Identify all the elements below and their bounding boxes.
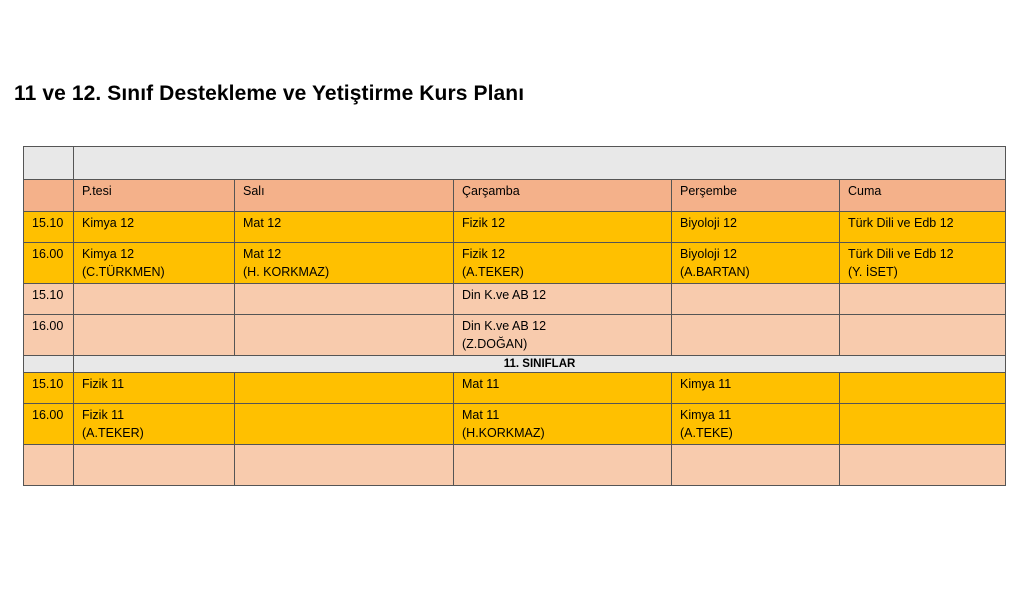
teacher-name: (A.BARTAN) xyxy=(680,265,750,279)
table-row xyxy=(24,445,1006,486)
course-name: Fizik 12 xyxy=(462,247,506,261)
course-cell xyxy=(840,243,1006,284)
course-name: Kimya 11 xyxy=(680,408,732,422)
course-cell xyxy=(235,373,454,404)
time-cell: 15.10 xyxy=(24,212,74,243)
table-row xyxy=(24,373,1006,404)
section-12-body xyxy=(24,212,1006,356)
time-cell: 16.00 xyxy=(24,404,74,445)
section-heading-11: 11. SINIFLAR xyxy=(74,356,1006,373)
course-cell xyxy=(74,315,235,356)
course-name: Mat 11 xyxy=(462,408,500,422)
time-cell: 15.10 xyxy=(24,284,74,315)
teacher-name: (A.TEKER) xyxy=(82,426,144,440)
course-cell xyxy=(454,315,672,356)
teacher-name: (Z.DOĞAN) xyxy=(462,337,528,351)
course-name: Fizik 12 xyxy=(462,216,506,230)
teacher-name: (A.TEKE) xyxy=(680,426,733,440)
time-cell: 16.00 xyxy=(24,315,74,356)
course-cell xyxy=(74,212,235,243)
corner-cell xyxy=(24,147,74,180)
course-cell xyxy=(454,373,672,404)
course-name: Kimya 11 xyxy=(680,377,732,391)
course-cell xyxy=(235,284,454,315)
course-name: Biyoloji 12 xyxy=(680,247,737,261)
teacher-name: (C.TÜRKMEN) xyxy=(82,265,165,279)
table-row xyxy=(24,315,1006,356)
course-cell xyxy=(454,284,672,315)
course-name: Fizik 11 xyxy=(82,377,125,391)
teacher-name: (A.TEKER) xyxy=(462,265,524,279)
table-row xyxy=(24,284,1006,315)
course-name: Din K.ve AB 12 xyxy=(462,319,547,333)
course-name: Mat 12 xyxy=(243,216,282,230)
course-cell xyxy=(840,212,1006,243)
course-cell xyxy=(74,243,235,284)
page-title: 11 ve 12. Sınıf Destekleme ve Yetiştirme Kurs Planı xyxy=(14,82,525,105)
course-cell xyxy=(74,404,235,445)
course-name: Biyoloji 12 xyxy=(680,216,737,230)
course-cell xyxy=(74,284,235,315)
course-cell xyxy=(235,445,454,486)
time-cell: 16.00 xyxy=(24,243,74,284)
day-header-persembe: Perşembe xyxy=(672,180,840,212)
course-name: Din K.ve AB 12 xyxy=(462,288,547,302)
course-cell xyxy=(454,243,672,284)
course-cell xyxy=(235,404,454,445)
course-cell xyxy=(672,373,840,404)
course-cell xyxy=(840,445,1006,486)
day-header-ptesi: P.tesi xyxy=(74,180,235,212)
course-cell xyxy=(672,445,840,486)
course-cell xyxy=(454,404,672,445)
course-name: Kimya 12 xyxy=(82,247,135,261)
course-name: Türk Dili ve Edb 12 xyxy=(848,216,954,230)
day-header-sali: Salı xyxy=(235,180,454,212)
course-cell xyxy=(235,315,454,356)
day-header-carsamba: Çarşamba xyxy=(454,180,672,212)
course-plan-table xyxy=(23,146,1006,486)
table-top-row xyxy=(24,147,1006,180)
teacher-name: (H. KORKMAZ) xyxy=(243,265,330,279)
course-name: Mat 12 xyxy=(243,247,282,261)
course-cell xyxy=(235,212,454,243)
teacher-name: (Y. İSET) xyxy=(848,265,898,279)
section-11-body xyxy=(24,373,1006,486)
course-cell xyxy=(672,212,840,243)
table-row xyxy=(24,212,1006,243)
course-name: Mat 11 xyxy=(462,377,500,391)
day-header-row xyxy=(24,180,1006,212)
header-time-cell xyxy=(24,180,74,212)
course-cell xyxy=(840,315,1006,356)
time-cell xyxy=(24,445,74,486)
course-name: Türk Dili ve Edb 12 xyxy=(848,247,954,261)
course-name: Kimya 12 xyxy=(82,216,135,230)
course-cell xyxy=(840,373,1006,404)
day-header-cuma: Cuma xyxy=(840,180,1006,212)
table-row xyxy=(24,243,1006,284)
course-cell xyxy=(672,315,840,356)
course-cell xyxy=(74,445,235,486)
course-cell xyxy=(74,373,235,404)
course-name: Fizik 11 xyxy=(82,408,125,422)
course-cell xyxy=(454,445,672,486)
top-merged-cell xyxy=(74,147,1006,180)
course-cell xyxy=(840,404,1006,445)
time-cell: 15.10 xyxy=(24,373,74,404)
teacher-name: (H.KORKMAZ) xyxy=(462,426,545,440)
course-cell xyxy=(672,243,840,284)
course-cell xyxy=(454,212,672,243)
course-cell xyxy=(840,284,1006,315)
table-row xyxy=(24,404,1006,445)
section-heading-corner xyxy=(24,356,74,373)
section-heading-row xyxy=(24,356,1006,373)
course-cell xyxy=(235,243,454,284)
course-cell xyxy=(672,284,840,315)
course-cell xyxy=(672,404,840,445)
